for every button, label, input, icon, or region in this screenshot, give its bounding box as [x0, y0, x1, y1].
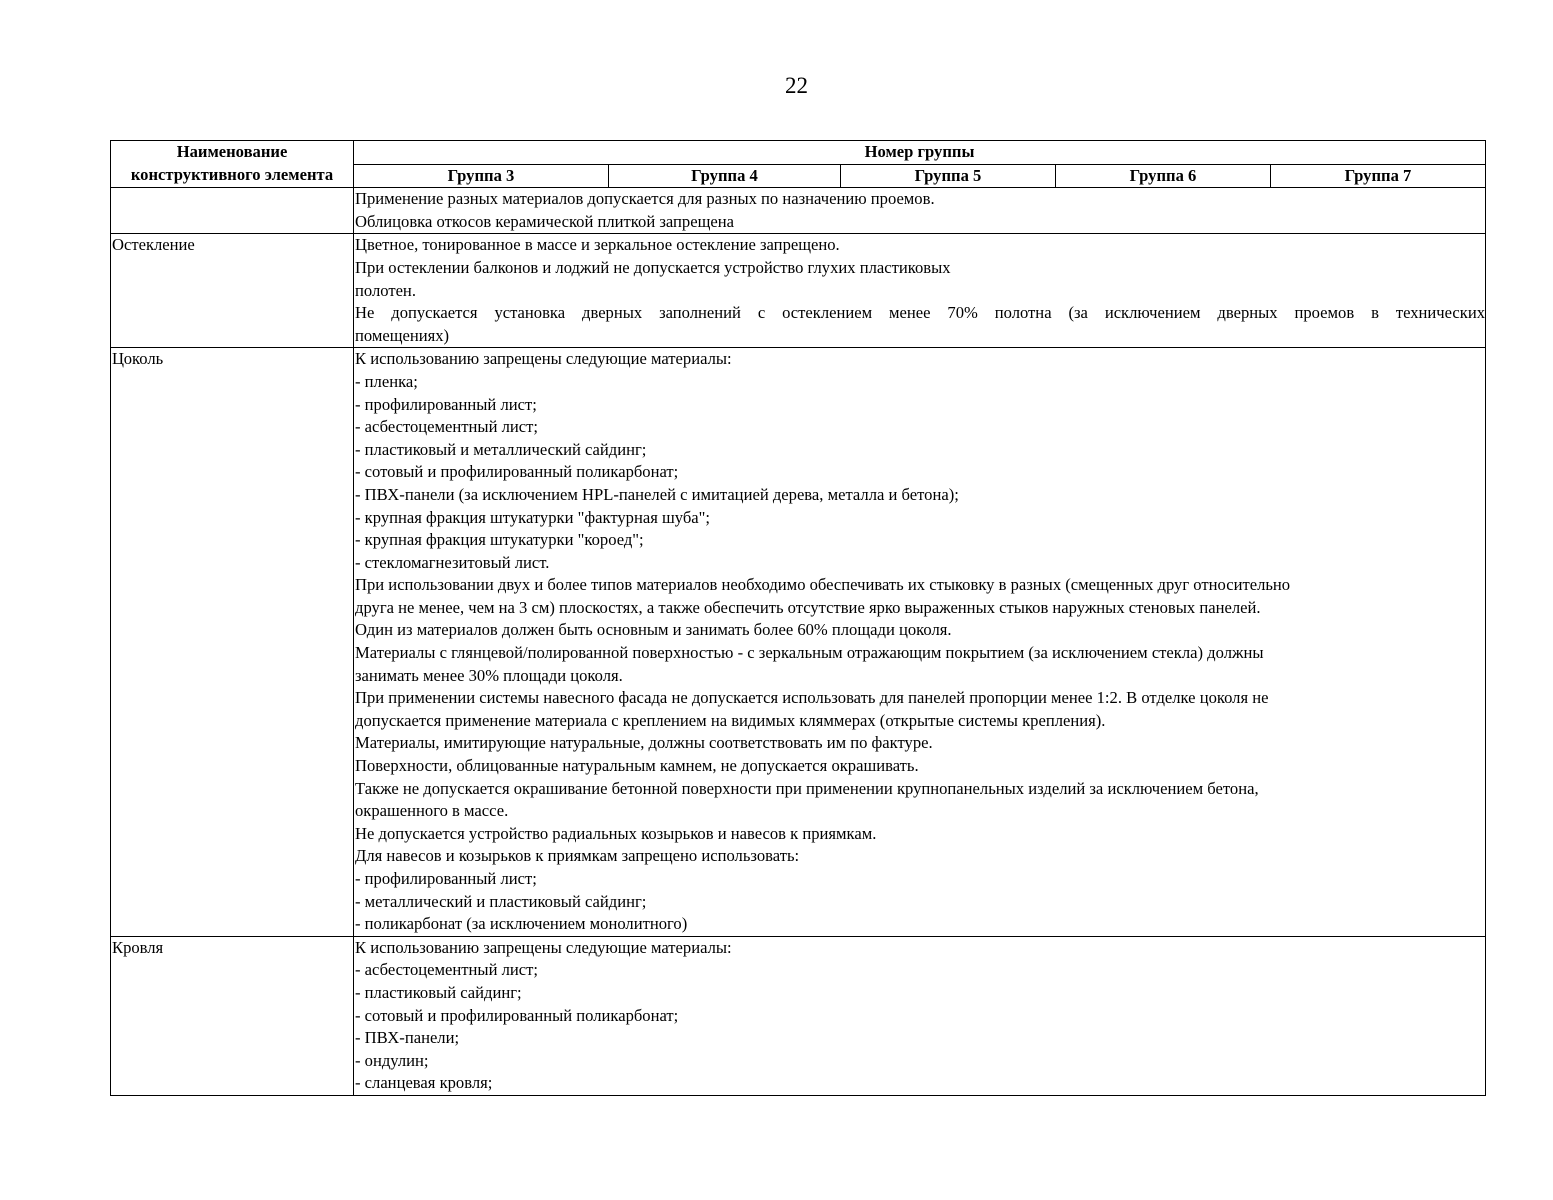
requirement-line: К использованию запрещены следующие материалы: — [355, 937, 732, 957]
requirement-line: Поверхности, облицованные натуральным камнем, не допускается окрашивать. — [355, 756, 919, 776]
row-name — [111, 188, 354, 234]
header-group-3: Группа 3 — [354, 164, 609, 188]
header-group-number: Номер группы — [354, 141, 1486, 165]
requirement-line: - профилированный лист; — [355, 394, 537, 414]
requirement-line: - поликарбонат (за исключением монолитного) — [355, 914, 688, 934]
requirement-line: - асбестоцементный лист; — [355, 960, 538, 980]
row-requirements — [354, 188, 1486, 234]
page-number: 22 — [785, 73, 808, 98]
requirements-table — [110, 140, 1486, 1096]
requirement-line: - сотовый и профилированный поликарбонат; — [355, 1005, 679, 1025]
requirement-line: занимать менее 30% площади цоколя. — [355, 665, 623, 685]
requirement-line: При применении системы навесного фасада не допускается использовать для панелей пропорции менее 1:2. В отделке цоколя не — [355, 688, 1269, 708]
requirement-line: Также не допускается окрашивание бетонной поверхности при применении крупнопанельных изделий за исключением бетона, — [355, 778, 1259, 798]
requirement-line: - сланцевая кровля; — [355, 1073, 493, 1093]
header-element-name-line-1: Наименование — [176, 142, 288, 161]
requirement-line: Не допускается устройство радиальных козырьков и навесов к приямкам. — [355, 823, 877, 843]
requirement-line: - крупная фракция штукатурки "фактурная шуба"; — [355, 507, 711, 527]
row-name: Кровля — [111, 936, 354, 1095]
requirement-line: - пленка; — [355, 371, 418, 391]
row-name: Остекление — [111, 234, 354, 348]
header-element-name — [111, 141, 354, 188]
requirement-line: - сотовый и профилированный поликарбонат; — [355, 462, 679, 482]
requirement-line: друга не менее, чем на 3 см) плоскостях, а также обеспечить отсутствие ярко выраженных стыков наружных стеновых панелей. — [355, 597, 1261, 617]
header-group-7: Группа 7 — [1271, 164, 1486, 188]
requirement-line: Облицовка откосов керамической плиткой запрещена — [355, 211, 734, 231]
requirement-line: Применение разных материалов допускается для разных по назначению проемов. — [355, 189, 935, 209]
table-row — [111, 234, 1486, 348]
requirement-line: Один из материалов должен быть основным и занимать более 60% площади цоколя. — [355, 620, 952, 640]
requirement-line: Цветное, тонированное в массе и зеркальное остекление запрещено. — [355, 235, 840, 255]
requirement-line: При остеклении балконов и лоджий не допускается устройство глухих пластиковых — [355, 257, 951, 277]
requirement-line: Материалы с глянцевой/полированной поверхностью - с зеркальным отражающим покрытием (за исключением стекла) должны — [355, 643, 1264, 663]
requirement-line: полотен. — [355, 280, 416, 300]
header-group-5: Группа 5 — [841, 164, 1056, 188]
requirement-line: - ПВХ-панели; — [355, 1028, 460, 1048]
requirement-line: При использовании двух и более типов материалов необходимо обеспечивать их стыковку в разных (смещенных друг относительно — [355, 575, 1291, 595]
requirement-line: - асбестоцементный лист; — [355, 417, 538, 437]
requirement-line: Для навесов и козырьков к приямкам запрещено использовать: — [355, 846, 800, 866]
row-requirements — [354, 348, 1486, 936]
requirement-line: - металлический и пластиковый сайдинг; — [355, 891, 647, 911]
requirement-line: - ондулин; — [355, 1050, 429, 1070]
table-row — [111, 348, 1486, 936]
requirement-line: - профилированный лист; — [355, 869, 537, 888]
header-element-name-line-2: конструктивного элемента — [130, 164, 334, 184]
header-group-6: Группа 6 — [1056, 164, 1271, 188]
requirement-line: - пластиковый сайдинг; — [355, 982, 522, 1002]
requirement-line: Не допускается установка дверных заполнений с остеклением менее 70% полотна (за исключением дверных проемов в технических — [355, 303, 1485, 323]
table-row — [111, 936, 1486, 1095]
requirement-line: - ПВХ-панели (за исключением HPL-панелей с имитацией дерева, металла и бетона); — [355, 484, 959, 504]
table-row — [111, 188, 1486, 234]
requirement-line: окрашенного в массе. — [355, 801, 509, 821]
requirement-line: - стекломагнезитовый лист. — [355, 552, 550, 572]
requirement-line: помещениях) — [355, 325, 450, 345]
header-group-4: Группа 4 — [609, 164, 841, 188]
row-requirements — [354, 936, 1486, 1095]
requirement-line: К использованию запрещены следующие материалы: — [355, 349, 732, 369]
requirement-line: допускается применение материала с креплением на видимых кляммерах (открытые системы крепления). — [355, 710, 1106, 730]
requirement-line: Материалы, имитирующие натуральные, должны соответствовать им по фактуре. — [355, 733, 933, 753]
requirement-line: - крупная фракция штукатурки "короед"; — [355, 530, 644, 550]
row-name: Цоколь — [111, 348, 354, 936]
requirement-line: - пластиковый и металлический сайдинг; — [355, 439, 647, 459]
row-requirements — [354, 234, 1486, 348]
